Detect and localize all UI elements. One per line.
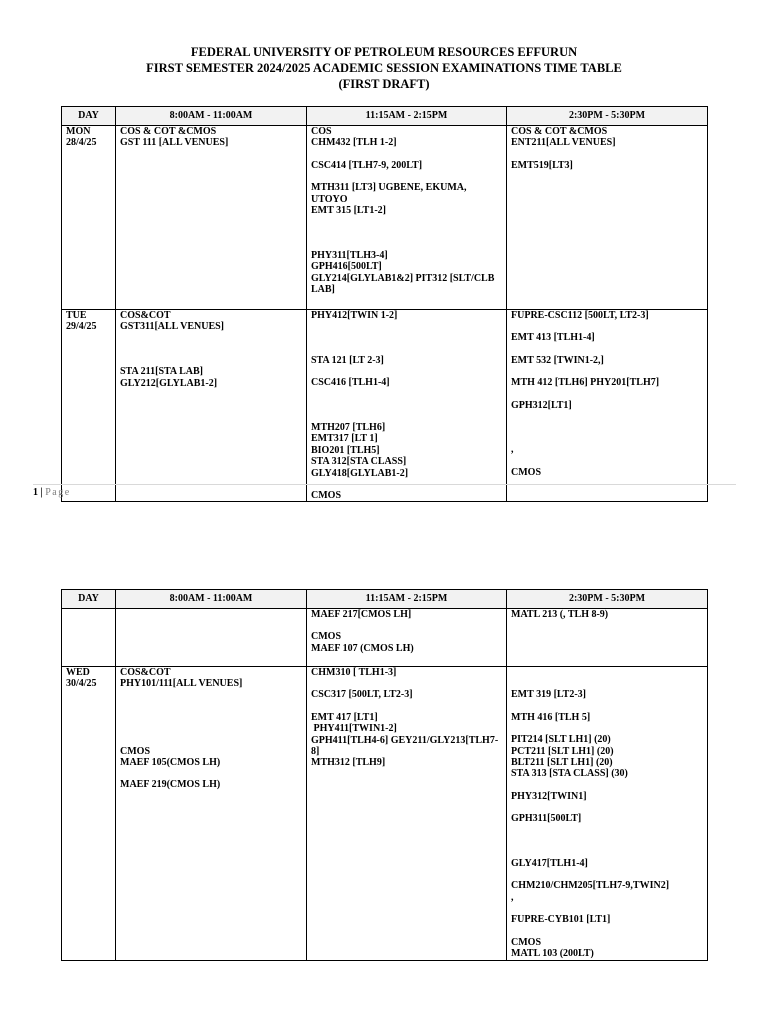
exam-entry-group [120,779,302,790]
midday-cell [307,667,507,961]
exam-entry-group [511,310,703,321]
date-label: 30/4/25 [66,678,97,690]
afternoon-cell [507,126,708,310]
timetable-title: FIRST SEMESTER 2024/2025 ACADEMIC SESSION EXAMINATIONS TIME TABLE [146,61,622,75]
exam-entry: GLY418[GLYLAB1-2] [311,467,409,479]
page-separator: | [38,487,46,498]
exam-entry-group [511,355,703,366]
exam-entry-group [511,422,703,433]
exam-entry: CHM432 [TLH 1-2] [311,137,397,149]
exam-entry: MAEF 219(CMOS LH) [120,779,221,791]
exam-entry [511,667,703,678]
page-footer [33,484,736,498]
exam-entry [120,701,302,712]
exam-entry: COS&COT [120,667,171,678]
exam-entry-group [511,126,703,149]
exam-entry: EMT 413 [TLH1-4] [511,332,595,344]
exam-entry-group [311,712,502,769]
exam-entry: EMT 532 [TWIN1-2,] [511,354,604,366]
table-header-row [62,107,708,126]
table-row [62,609,708,667]
exam-entry-group [511,813,703,824]
page-label: Page [45,487,71,498]
exam-entry-group [120,723,302,734]
exam-entry: CSC414 [TLH7-9, 200LT] [311,159,423,171]
column-header-day: DAY [62,107,116,126]
exam-entry: ENT211[ALL VENUES] [511,137,616,149]
exam-entry-group [311,227,502,238]
exam-entry: STA 312[STA CLASS] [311,456,407,468]
table-row [62,126,708,310]
exam-entry: GPH416[500LT] [311,261,382,273]
weekday-label: TUE [66,310,87,321]
exam-entry-group [311,310,502,321]
exam-entry: GLY214[GLYLAB1&2] PIT312 [SLT/CLB LAB] [311,272,497,296]
midday-cell [307,126,507,310]
exam-entry: STA 121 [LT 2-3] [311,354,384,366]
exam-entry-group [511,880,703,903]
exam-entry: , [511,444,514,456]
exam-entry: PCT211 [SLT LH1] (20) [511,745,614,757]
midday-cell [307,310,507,502]
exam-entry-group [511,609,703,620]
exam-entry-group [311,377,502,388]
exam-entry-group [120,746,302,769]
exam-entry: FUPRE-CYB101 [LT1] [511,914,611,926]
table-row [62,310,708,502]
exam-entry: EMT 315 [LT1-2] [311,205,387,217]
exam-entry-group [511,734,703,780]
midday-cell [307,609,507,667]
exam-entry: STA 211[STA LAB] [120,366,203,378]
exam-entry: PIT214 [SLT LH1] (20) [511,734,611,746]
table-header-row [62,590,708,609]
exam-entry: MATL 213 (, TLH 8-9) [511,609,609,620]
morning-cell [116,126,307,310]
exam-entry: CMOS [311,490,341,502]
exam-entry [120,344,302,355]
exam-entry-group [511,689,703,700]
exam-entry-group [511,836,703,847]
exam-entry: PHY312[TWIN1] [511,790,587,802]
exam-entry: PHY101/111[ALL VENUES] [120,678,243,690]
exam-entry: MAEF 105(CMOS LH) [120,757,221,769]
exam-entry-group [511,937,703,960]
exam-entry: STA 313 [STA CLASS] (30) [511,768,628,780]
morning-cell [116,609,307,667]
exam-entry: BLT211 [SLT LH1] (20) [511,757,613,769]
exam-entry-group [311,250,502,296]
exam-entry [311,400,502,411]
exam-entry: CMOS [511,936,541,948]
exam-entry-group [511,914,703,925]
exam-entry-group [120,310,302,333]
exam-entry: PHY411[TWIN1-2] [311,723,397,735]
afternoon-cell [507,310,708,502]
exam-entry-group [511,400,703,411]
exam-entry-group [511,444,703,455]
exam-entry-group [511,467,703,478]
exam-entry: MTH 412 [TLH6] PHY201[TLH7] [511,377,660,389]
exam-entry: MTH 416 [TLH 5] [511,711,591,723]
column-header-afternoon: 2:30PM - 5:30PM [507,590,708,609]
day-cell [62,609,116,667]
day-cell [62,667,116,961]
exam-entry-group [120,667,302,690]
exam-entry: MTH207 [TLH6] [311,422,386,434]
day-cell [62,310,116,502]
weekday-label: WED [66,667,90,678]
exam-entry-group [311,160,502,171]
exam-entry-group [311,667,502,678]
exam-entry-group [120,366,302,389]
exam-entry-group [511,377,703,388]
exam-entry [311,332,502,343]
exam-entry: EMT519[LT3] [511,159,573,171]
exam-entry-group [120,126,302,149]
exam-timetable-page-1 [61,106,708,502]
draft-label: (FIRST DRAFT) [338,77,430,91]
exam-entry: BIO201 [TLH5] [311,444,380,456]
weekday-label: MON [66,126,91,137]
exam-timetable-page-2 [61,589,708,961]
document-header [0,44,768,92]
exam-entry-group [120,701,302,712]
exam-entry-group [120,344,302,355]
exam-entry-group [311,400,502,411]
exam-entry: , [511,891,514,903]
exam-entry-group [311,182,502,216]
exam-entry: CMOS [120,745,150,757]
exam-entry: MTH312 [TLH9] [311,757,386,769]
exam-entry: PHY311[TLH3-4] [311,249,388,261]
date-label: 28/4/25 [66,137,97,149]
column-header-day: DAY [62,590,116,609]
exam-entry [511,836,703,847]
exam-entry: EMT317 [LT 1] [311,433,378,445]
exam-entry: COS & COT &CMOS [511,126,608,137]
exam-entry: CHM210/CHM205[TLH7-9,TWIN2] [511,880,670,892]
exam-entry: GST 111 [ALL VENUES] [120,137,229,149]
exam-entry-group [311,422,502,479]
exam-entry: MATL 103 (200LT) [511,948,594,960]
date-label: 29/4/25 [66,321,97,333]
exam-entry: MTH311 [LT3] UGBENE, EKUMA, UTOYO [311,182,469,205]
exam-entry: GLY212[GLYLAB1-2] [120,377,218,389]
column-header-midday: 11:15AM - 2:15PM [307,107,507,126]
exam-entry: GLY417[TLH1-4] [511,858,588,870]
column-header-morning: 8:00AM - 11:00AM [116,107,307,126]
afternoon-cell [507,667,708,961]
exam-entry: COS & COT &CMOS [120,126,217,137]
exam-entry-group [511,332,703,343]
exam-entry-group [511,667,703,678]
exam-entry-group [511,160,703,171]
exam-entry-group [311,631,502,654]
exam-entry-group [511,712,703,723]
column-header-afternoon: 2:30PM - 5:30PM [507,107,708,126]
exam-entry: PHY412[TWIN 1-2] [311,310,398,321]
exam-entry: CSC416 [TLH1-4] [311,377,390,389]
exam-entry: CSC317 [500LT, LT2-3] [311,689,413,701]
exam-entry: CMOS [511,466,541,478]
afternoon-cell [507,609,708,667]
university-name: FEDERAL UNIVERSITY OF PETROLEUM RESOURCES EFFURUN [190,45,578,59]
exam-entry: GPH311[500LT] [511,813,582,825]
exam-entry: COS&COT [120,310,171,321]
table-row [62,667,708,961]
exam-entry: MAEF 217[CMOS LH] [311,609,412,620]
column-header-morning: 8:00AM - 11:00AM [116,590,307,609]
exam-entry: GST311[ALL VENUES] [120,321,225,333]
exam-entry: CMOS [311,631,341,643]
morning-cell [116,667,307,961]
exam-entry: MAEF 107 (CMOS LH) [311,642,414,654]
exam-entry-group [511,791,703,802]
exam-entry: COS [311,126,332,137]
exam-entry: FUPRE-CSC112 [500LT, LT2-3] [511,310,649,321]
exam-entry-group [311,126,502,149]
morning-cell [116,310,307,502]
exam-entry-group [311,689,502,700]
exam-entry-group [311,355,502,366]
column-header-midday: 11:15AM - 2:15PM [307,590,507,609]
exam-entry-group [311,609,502,620]
exam-entry [511,422,703,433]
exam-entry [311,227,502,238]
exam-entry: EMT 417 [LT1] [311,711,378,723]
day-cell [62,126,116,310]
exam-entry: EMT 319 [LT2-3] [511,689,587,701]
exam-entry-group [511,858,703,869]
exam-entry: GPH312[LT1] [511,399,572,411]
page-number: 1 [33,487,38,498]
exam-entry [120,723,302,734]
exam-entry-group [311,332,502,343]
exam-entry: CHM310 [ TLH1-3] [311,667,397,678]
exam-entry: GPH411[TLH4-6] GEY211/GLY213[TLH7-8] [311,734,499,758]
